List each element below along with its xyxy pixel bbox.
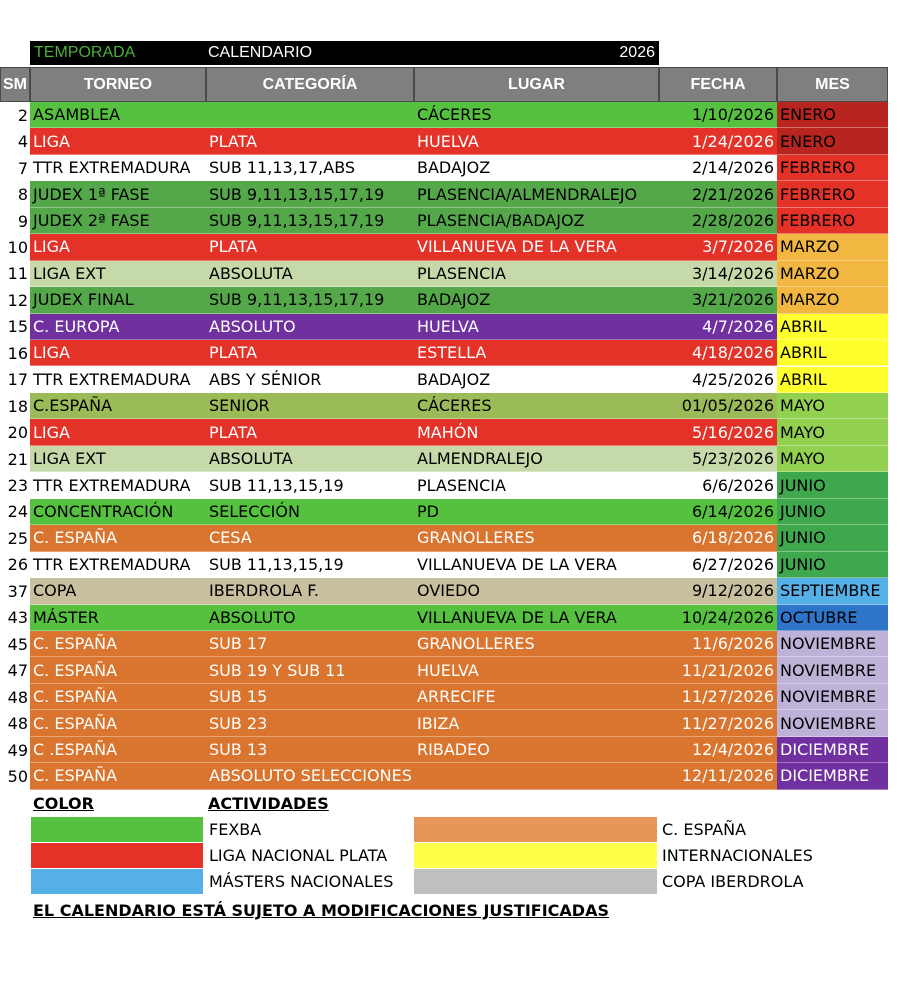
row-categoria-cell: SUB 15	[206, 684, 414, 710]
row-fecha-cell: 6/6/2026	[659, 472, 777, 498]
row-lugar-cell: VILLANUEVA DE LA VERA	[414, 552, 659, 578]
row-fecha-cell: 11/27/2026	[659, 684, 777, 710]
row-lugar-cell: ARRECIFE	[414, 684, 659, 710]
row-lugar-cell: ALMENDRALEJO	[414, 446, 659, 472]
calendar-table	[0, 102, 900, 790]
row-sm-cell: 24	[0, 499, 30, 525]
row-categoria-cell: SUB 19 Y SUB 11	[206, 657, 414, 683]
row-mes-cell: JUNIO	[777, 499, 888, 525]
row-mes-cell: FEBRERO	[777, 208, 888, 234]
legend-label-internacionales: INTERNACIONALES	[662, 846, 813, 865]
row-categoria-cell: ABSOLUTO	[206, 314, 414, 340]
legend-swatch-cespana	[414, 817, 657, 842]
row-sm-cell: 48	[0, 684, 30, 710]
row-sm-cell: 20	[0, 419, 30, 445]
row-torneo-cell: COPA	[30, 578, 206, 604]
row-torneo-cell: LIGA EXT	[30, 446, 206, 472]
row-fecha-cell: 3/7/2026	[659, 234, 777, 260]
row-categoria-cell	[206, 102, 414, 128]
row-fecha-cell: 6/14/2026	[659, 499, 777, 525]
row-fecha-cell: 2/14/2026	[659, 155, 777, 181]
row-categoria-cell: SUB 11,13,15,19	[206, 552, 414, 578]
row-sm-cell: 10	[0, 234, 30, 260]
row-torneo-cell: C. ESPAÑA	[30, 710, 206, 736]
row-categoria-cell: SUB 23	[206, 710, 414, 736]
row-mes-cell: ABRIL	[777, 314, 888, 340]
row-lugar-cell: IBIZA	[414, 710, 659, 736]
row-torneo-cell: C.ESPAÑA	[30, 393, 206, 419]
table-row	[0, 525, 888, 551]
row-fecha-cell: 5/23/2026	[659, 446, 777, 472]
header-mes: MES	[777, 67, 888, 102]
row-mes-cell: MARZO	[777, 261, 888, 287]
row-sm-cell: 17	[0, 367, 30, 393]
legend-label-masters: MÁSTERS NACIONALES	[209, 872, 394, 891]
row-torneo-cell: JUDEX FINAL	[30, 287, 206, 313]
row-fecha-cell: 4/25/2026	[659, 367, 777, 393]
row-torneo-cell: JUDEX 1ª FASE	[30, 181, 206, 207]
table-row	[0, 419, 888, 445]
row-lugar-cell: PLASENCIA/BADAJOZ	[414, 208, 659, 234]
row-sm-cell: 37	[0, 578, 30, 604]
legend-activities-title: ACTIVIDADES	[208, 794, 329, 813]
row-lugar-cell: PLASENCIA/ALMENDRALEJO	[414, 181, 659, 207]
row-mes-cell: ABRIL	[777, 340, 888, 366]
row-categoria-cell: SUB 9,11,13,15,17,19	[206, 181, 414, 207]
row-torneo-cell: ASAMBLEA	[30, 102, 206, 128]
row-torneo-cell: C. ESPAÑA	[30, 525, 206, 551]
row-lugar-cell: HUELVA	[414, 314, 659, 340]
row-mes-cell: NOVIEMBRE	[777, 710, 888, 736]
row-fecha-cell: 1/24/2026	[659, 128, 777, 154]
row-fecha-cell: 5/16/2026	[659, 419, 777, 445]
legend-swatch-masters	[31, 869, 203, 894]
row-torneo-cell: LIGA	[30, 128, 206, 154]
row-lugar-cell: GRANOLLERES	[414, 631, 659, 657]
row-sm-cell: 2	[0, 102, 30, 128]
row-mes-cell: NOVIEMBRE	[777, 657, 888, 683]
row-torneo-cell: LIGA	[30, 419, 206, 445]
legend-swatch-liga	[31, 843, 203, 868]
row-categoria-cell: PLATA	[206, 419, 414, 445]
row-lugar-cell: OVIEDO	[414, 578, 659, 604]
row-mes-cell: OCTUBRE	[777, 605, 888, 631]
row-mes-cell: MARZO	[777, 234, 888, 260]
header-torneo: TORNEO	[30, 67, 206, 102]
legend-swatch-copa	[414, 869, 657, 894]
row-fecha-cell: 4/7/2026	[659, 314, 777, 340]
row-mes-cell: ENERO	[777, 128, 888, 154]
row-fecha-cell: 3/21/2026	[659, 287, 777, 313]
row-sm-cell: 15	[0, 314, 30, 340]
row-fecha-cell: 6/18/2026	[659, 525, 777, 551]
row-fecha-cell: 4/18/2026	[659, 340, 777, 366]
row-torneo-cell: LIGA	[30, 340, 206, 366]
row-mes-cell: SEPTIEMBRE	[777, 578, 888, 604]
row-lugar-cell: GRANOLLERES	[414, 525, 659, 551]
table-row	[0, 552, 888, 578]
row-mes-cell: FEBRERO	[777, 181, 888, 207]
row-mes-cell: MAYO	[777, 446, 888, 472]
row-categoria-cell: PLATA	[206, 234, 414, 260]
legend-label-copa: COPA IBERDROLA	[662, 872, 804, 891]
legend-label-cespana: C. ESPAÑA	[662, 820, 747, 839]
row-lugar-cell: PLASENCIA	[414, 261, 659, 287]
row-torneo-cell: MÁSTER	[30, 605, 206, 631]
row-torneo-cell: C. ESPAÑA	[30, 684, 206, 710]
row-categoria-cell: ABSOLUTO	[206, 605, 414, 631]
row-lugar-cell: ESTELLA	[414, 340, 659, 366]
row-categoria-cell: SUB 9,11,13,15,17,19	[206, 208, 414, 234]
row-torneo-cell: TTR EXTREMADURA	[30, 552, 206, 578]
row-sm-cell: 9	[0, 208, 30, 234]
header-lugar: LUGAR	[414, 67, 659, 102]
row-lugar-cell: BADAJOZ	[414, 155, 659, 181]
row-mes-cell: JUNIO	[777, 472, 888, 498]
row-mes-cell: ABRIL	[777, 367, 888, 393]
row-sm-cell: 7	[0, 155, 30, 181]
row-fecha-cell: 01/05/2026	[659, 393, 777, 419]
table-row	[0, 472, 888, 498]
row-torneo-cell: LIGA EXT	[30, 261, 206, 287]
title-banner	[30, 41, 659, 65]
row-fecha-cell: 6/27/2026	[659, 552, 777, 578]
row-fecha-cell: 10/24/2026	[659, 605, 777, 631]
row-fecha-cell: 2/21/2026	[659, 181, 777, 207]
row-lugar-cell: BADAJOZ	[414, 367, 659, 393]
table-row	[0, 287, 888, 313]
row-torneo-cell: C .ESPAÑA	[30, 737, 206, 763]
row-fecha-cell: 9/12/2026	[659, 578, 777, 604]
row-categoria-cell: SUB 9,11,13,15,17,19	[206, 287, 414, 313]
table-row	[0, 631, 888, 657]
row-lugar-cell: CÁCERES	[414, 102, 659, 128]
table-row	[0, 446, 888, 472]
header-categoria: CATEGORÍA	[206, 67, 414, 102]
row-sm-cell: 50	[0, 763, 30, 789]
row-mes-cell: NOVIEMBRE	[777, 684, 888, 710]
legend-label-liga: LIGA NACIONAL PLATA	[209, 846, 388, 865]
row-mes-cell: FEBRERO	[777, 155, 888, 181]
row-categoria-cell: ABSOLUTA	[206, 261, 414, 287]
row-torneo-cell: TTR EXTREMADURA	[30, 367, 206, 393]
row-torneo-cell: C. ESPAÑA	[30, 763, 206, 789]
table-row	[0, 605, 888, 631]
row-lugar-cell: MAHÓN	[414, 419, 659, 445]
table-row	[0, 367, 888, 393]
table-row	[0, 181, 888, 207]
row-fecha-cell: 1/10/2026	[659, 102, 777, 128]
row-lugar-cell: VILLANUEVA DE LA VERA	[414, 605, 659, 631]
row-lugar-cell: HUELVA	[414, 657, 659, 683]
row-sm-cell: 16	[0, 340, 30, 366]
legend-label-fexba: FEXBA	[209, 820, 262, 839]
row-fecha-cell: 12/4/2026	[659, 737, 777, 763]
table-row	[0, 710, 888, 736]
row-sm-cell: 45	[0, 631, 30, 657]
row-torneo-cell: CONCENTRACIÓN	[30, 499, 206, 525]
row-sm-cell: 21	[0, 446, 30, 472]
footer-note: EL CALENDARIO ESTÁ SUJETO A MODIFICACIONES JUSTIFICADAS	[33, 901, 609, 920]
row-mes-cell: MAYO	[777, 419, 888, 445]
year-label: 2026	[619, 44, 655, 61]
row-categoria-cell: SUB 13	[206, 737, 414, 763]
row-categoria-cell: SUB 17	[206, 631, 414, 657]
row-sm-cell: 48	[0, 710, 30, 736]
table-row	[0, 499, 888, 525]
row-categoria-cell: PLATA	[206, 128, 414, 154]
row-lugar-cell: PLASENCIA	[414, 472, 659, 498]
table-row	[0, 763, 888, 789]
row-sm-cell: 18	[0, 393, 30, 419]
row-mes-cell: JUNIO	[777, 525, 888, 551]
row-mes-cell: JUNIO	[777, 552, 888, 578]
header-fecha: FECHA	[659, 67, 777, 102]
header-sm: SM	[0, 67, 30, 102]
row-fecha-cell: 2/28/2026	[659, 208, 777, 234]
table-row	[0, 657, 888, 683]
table-row	[0, 102, 888, 128]
row-categoria-cell: SENIOR	[206, 393, 414, 419]
row-lugar-cell: CÁCERES	[414, 393, 659, 419]
table-row	[0, 234, 888, 260]
table-row	[0, 340, 888, 366]
table-row	[0, 208, 888, 234]
row-categoria-cell: ABSOLUTO SELECCIONES	[206, 763, 414, 789]
row-categoria-cell: CESA	[206, 525, 414, 551]
row-mes-cell: DICIEMBRE	[777, 737, 888, 763]
row-mes-cell: ENERO	[777, 102, 888, 128]
row-sm-cell: 11	[0, 261, 30, 287]
row-torneo-cell: TTR EXTREMADURA	[30, 472, 206, 498]
row-fecha-cell: 11/27/2026	[659, 710, 777, 736]
row-fecha-cell: 11/6/2026	[659, 631, 777, 657]
legend-color-title: COLOR	[33, 794, 94, 813]
row-mes-cell: MARZO	[777, 287, 888, 313]
row-categoria-cell: SUB 11,13,15,19	[206, 472, 414, 498]
row-torneo-cell: C. ESPAÑA	[30, 657, 206, 683]
row-torneo-cell: TTR EXTREMADURA	[30, 155, 206, 181]
calendar-label: CALENDARIO	[208, 44, 313, 61]
table-row	[0, 578, 888, 604]
row-torneo-cell: JUDEX 2ª FASE	[30, 208, 206, 234]
row-categoria-cell: ABS Y SÉNIOR	[206, 367, 414, 393]
row-lugar-cell	[414, 763, 659, 789]
table-row	[0, 155, 888, 181]
table-row	[0, 314, 888, 340]
table-row	[0, 393, 888, 419]
row-categoria-cell: PLATA	[206, 340, 414, 366]
row-torneo-cell: C. EUROPA	[30, 314, 206, 340]
row-torneo-cell: C. ESPAÑA	[30, 631, 206, 657]
row-categoria-cell: SELECCIÓN	[206, 499, 414, 525]
row-sm-cell: 43	[0, 605, 30, 631]
row-fecha-cell: 11/21/2026	[659, 657, 777, 683]
row-sm-cell: 49	[0, 737, 30, 763]
row-mes-cell: DICIEMBRE	[777, 763, 888, 789]
legend-swatch-internacionales	[414, 843, 657, 868]
table-row	[0, 128, 888, 154]
season-label: TEMPORADA	[34, 44, 136, 61]
row-lugar-cell: VILLANUEVA DE LA VERA	[414, 234, 659, 260]
row-lugar-cell: PD	[414, 499, 659, 525]
row-fecha-cell: 12/11/2026	[659, 763, 777, 789]
row-mes-cell: MAYO	[777, 393, 888, 419]
row-lugar-cell: RIBADEO	[414, 737, 659, 763]
row-categoria-cell: IBERDROLA F.	[206, 578, 414, 604]
legend-swatch-fexba	[31, 817, 203, 842]
row-mes-cell: NOVIEMBRE	[777, 631, 888, 657]
row-sm-cell: 23	[0, 472, 30, 498]
row-categoria-cell: SUB 11,13,17,ABS	[206, 155, 414, 181]
table-row	[0, 261, 888, 287]
row-lugar-cell: BADAJOZ	[414, 287, 659, 313]
row-sm-cell: 4	[0, 128, 30, 154]
row-sm-cell: 25	[0, 525, 30, 551]
row-sm-cell: 8	[0, 181, 30, 207]
row-lugar-cell: HUELVA	[414, 128, 659, 154]
row-categoria-cell: ABSOLUTA	[206, 446, 414, 472]
table-row	[0, 684, 888, 710]
row-fecha-cell: 3/14/2026	[659, 261, 777, 287]
row-sm-cell: 26	[0, 552, 30, 578]
row-sm-cell: 12	[0, 287, 30, 313]
row-sm-cell: 47	[0, 657, 30, 683]
table-row	[0, 737, 888, 763]
row-torneo-cell: LIGA	[30, 234, 206, 260]
